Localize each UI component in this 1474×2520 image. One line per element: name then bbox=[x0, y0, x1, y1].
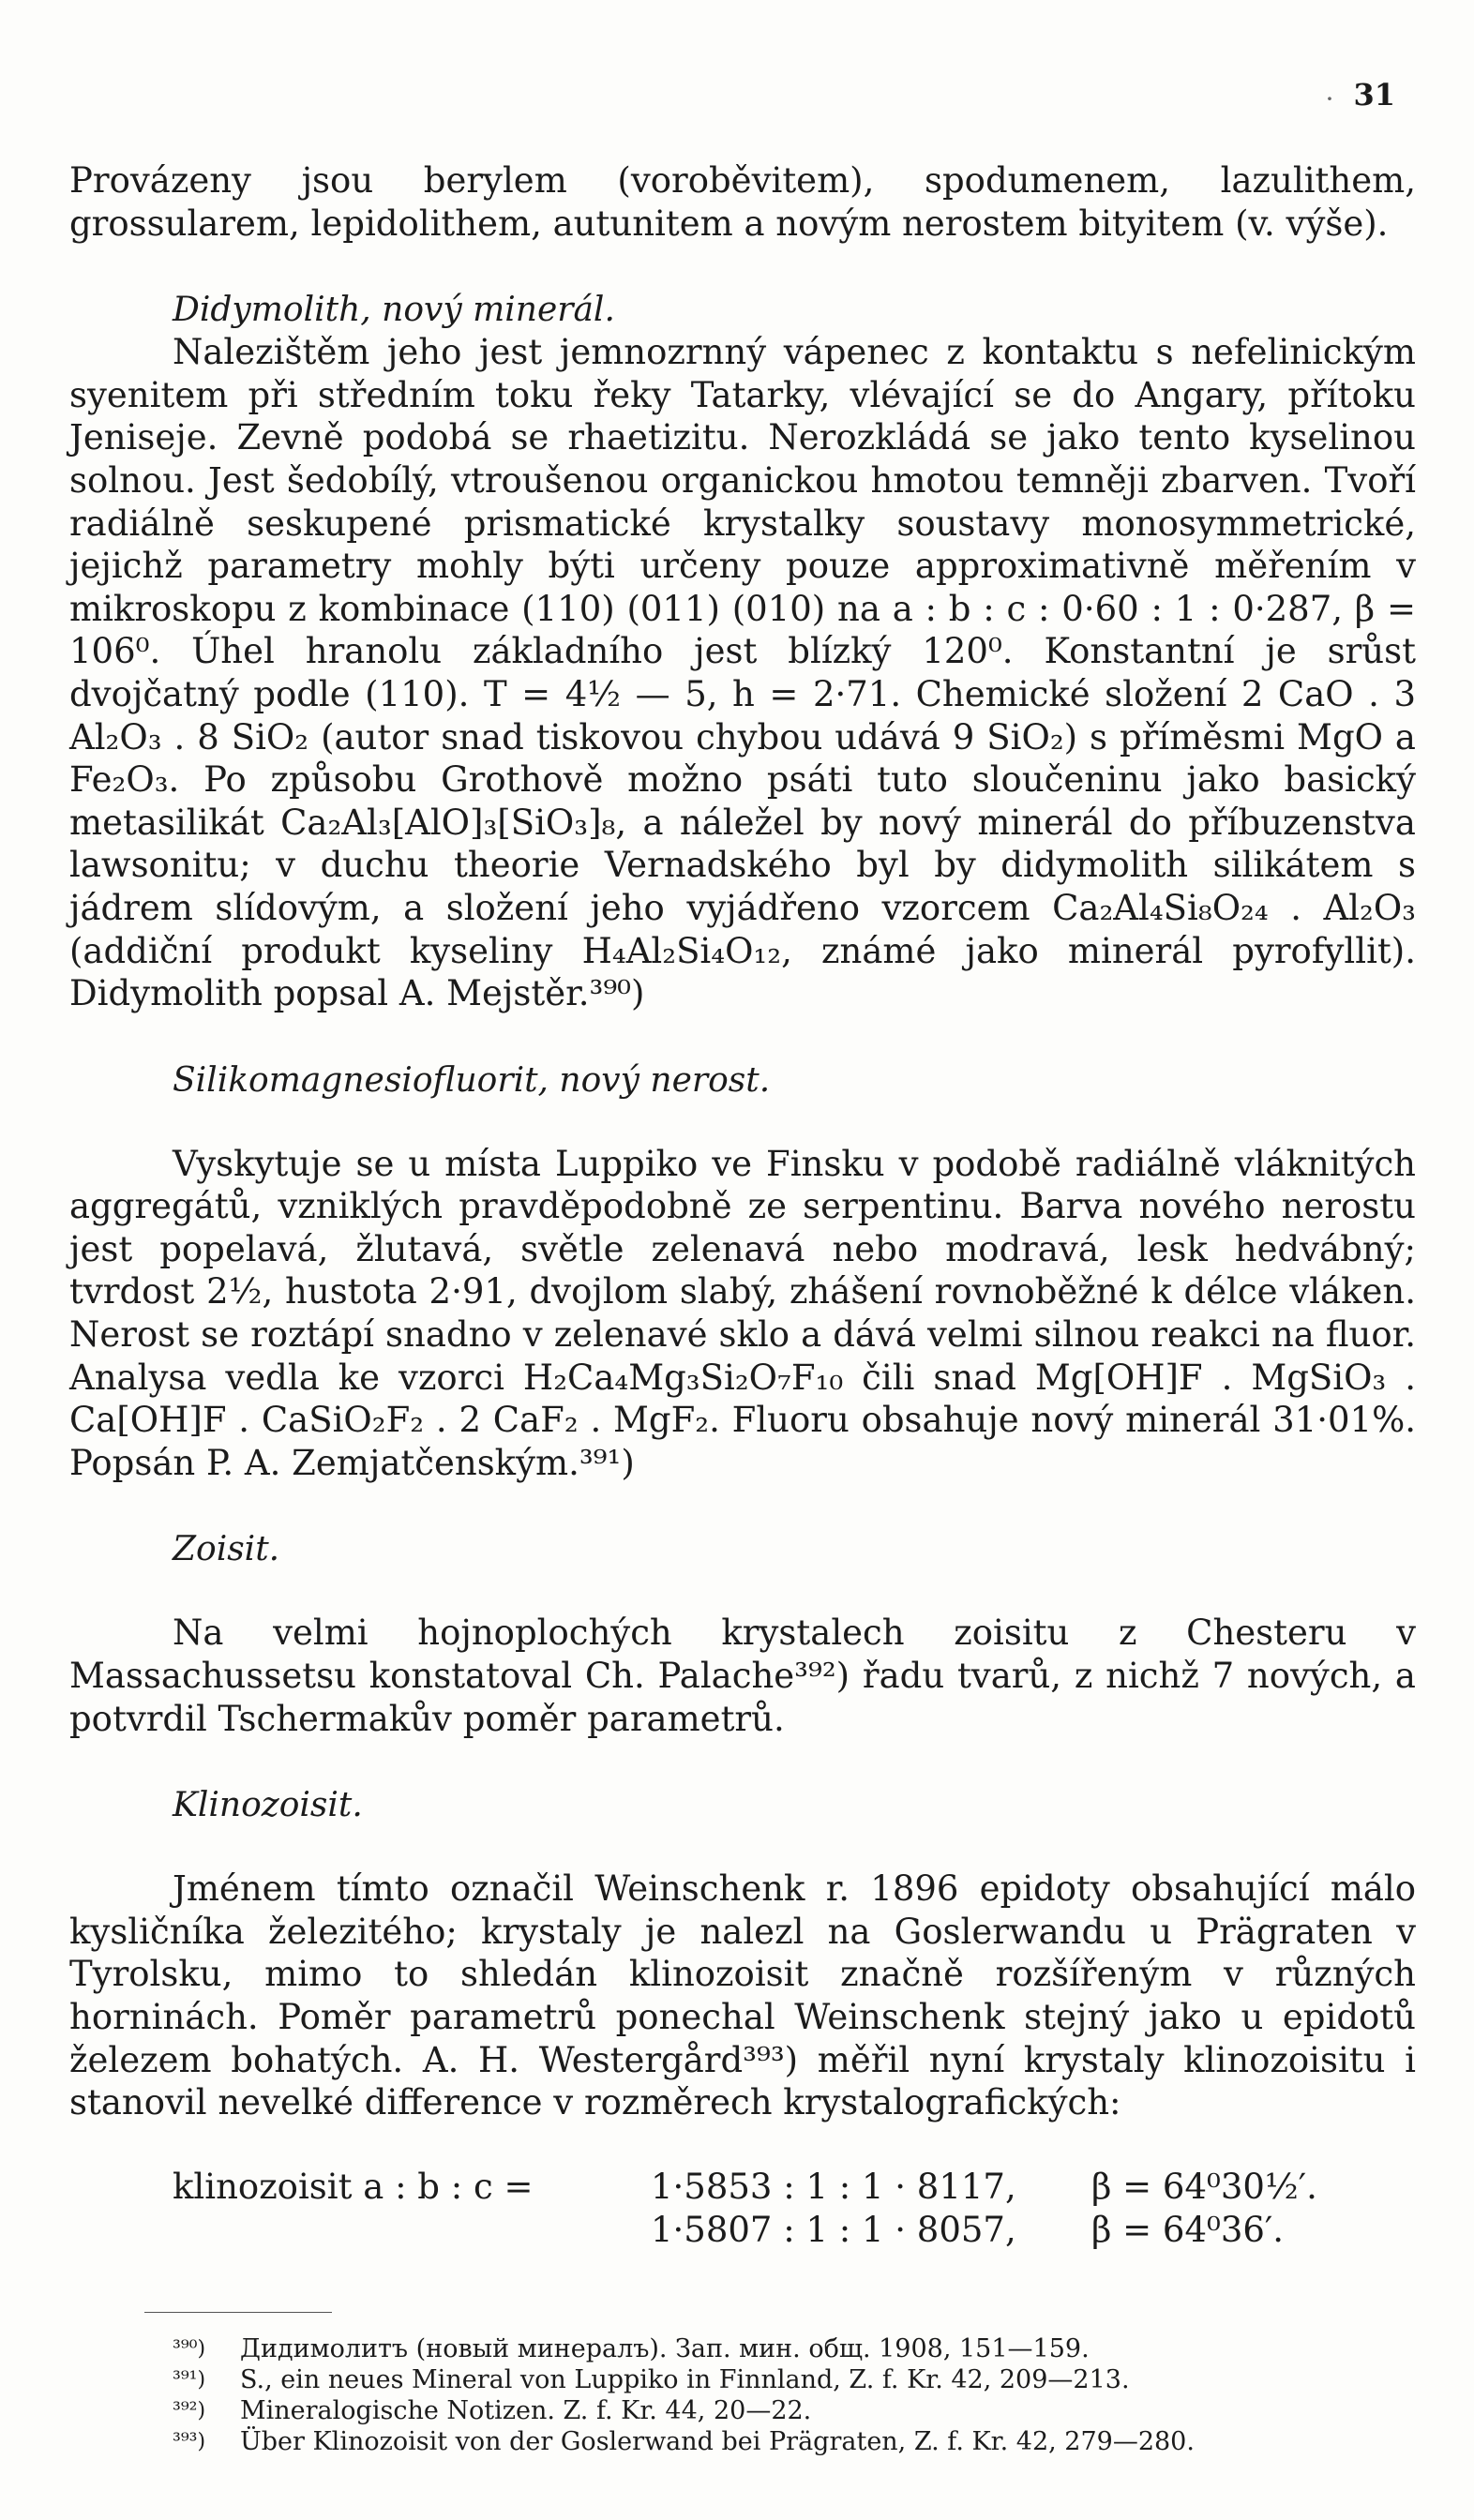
page-body bbox=[69, 159, 1416, 2457]
page-mark: · bbox=[1326, 87, 1333, 110]
parameter-beta: β = 64⁰36′. bbox=[1091, 2209, 1285, 2250]
footnote-text: Über Klinozoisit von der Goslerwand bei Prägraten, Z. f. Kr. 42, 279—280. bbox=[240, 2426, 1195, 2456]
heading-zoisit: Zoisit. bbox=[173, 1530, 280, 1569]
parameter-label: klinozoisit a : b : c = bbox=[173, 2166, 534, 2207]
footnote bbox=[173, 2395, 1416, 2426]
footnote-text: Дидимолитъ (новый минералъ). Зап. мин. общ. 1908, 151—159. bbox=[240, 2333, 1090, 2363]
parameter-table bbox=[69, 2166, 1416, 2252]
paragraph-didymolith: Nalezištěm jeho jest jemnozrnný vápenec z kontaktu s nefelinickým syenitem při středním toku řeky Tatarky, vlévající se do Angary, přítoku Jeniseje. Zevně podobá se rhaetizitu. Nerozkládá se jako tento kyselinou solnou. Jest šedobílý, vtroušenou organickou hmotou temněji zbarven. Tvoří radiálně seskupené prismatické krystalky soustavy monosymmetrické, jejichž parametry mohly býti určeny pouze approximativně měřením v mikroskopu z kombinace (110) (011) (010) na a : b : c : 0·60 : 1 : 0·287, β = 106⁰. Úhel hranolu základního jest blízký 120⁰. Konstantní je srůst dvojčatný podle (110). T = 4½ — 5, h = 2·71. Chemické složení 2 CaO . 3 Al₂O₃ . 8 SiO₂ (autor snad tiskovou chybou udává 9 SiO₂) s příměsmi MgO a Fe₂O₃. Po způsobu Grothově možno psáti tuto sloučeninu jako basický metasilikát Ca₂Al₃[AlO]₃[SiO₃]₈, a náležel by nový minerál do příbuzenstva lawsonitu; v duchu theorie Vernadského byl by didymolith silikátem s jádrem slídovým, a složení jeho vyjádřeno vzorcem Ca₂Al₄Si₈O₂₄ . Al₂O₃ (addiční produkt kyseliny H₄Al₂Si₄O₁₂, známé jako minerál pyrofyllit). Didymolith popsal A. Mejstěr.³⁹⁰) bbox=[69, 332, 1416, 1014]
heading-klinozoisit: Klinozoisit. bbox=[173, 1786, 363, 1825]
heading-silikomagnesiofluorit: Silikomagnesiofluorit, nový nerost. bbox=[173, 1060, 771, 1100]
parameter-ratio: 1·5807 : 1 : 1 · 8057, bbox=[651, 2209, 1016, 2250]
footnote-mark: ³⁹⁰) bbox=[173, 2336, 206, 2361]
parameter-beta: β = 64⁰30½′. bbox=[1091, 2166, 1317, 2207]
paragraph-zoisit: Na velmi hojnoplochých krystalech zoisitu z Chesteru v Massachussetsu konstatoval Ch. Palache³⁹²) řadu tvarů, z nichž 7 nových, a potvrdil Tschermakův poměr parametrů. bbox=[69, 1612, 1416, 1739]
footnote bbox=[173, 2364, 1416, 2395]
footnotes bbox=[69, 2333, 1416, 2457]
heading-didymolith: Didymolith, nový minerál. bbox=[173, 291, 615, 330]
parameter-row bbox=[173, 2209, 1416, 2252]
parameter-ratio: 1·5853 : 1 : 1 · 8117, bbox=[651, 2166, 1016, 2207]
footnote-text: Mineralogische Notizen. Z. f. Kr. 44, 20—22. bbox=[240, 2395, 812, 2425]
footnote-mark: ³⁹¹) bbox=[173, 2367, 206, 2392]
footnote bbox=[173, 2426, 1416, 2457]
footnote-mark: ³⁹³) bbox=[173, 2429, 206, 2453]
parameter-row bbox=[173, 2166, 1416, 2209]
page-number bbox=[1327, 77, 1396, 112]
footnote-divider bbox=[144, 2312, 332, 2313]
footnote bbox=[173, 2333, 1416, 2364]
page-number-text: 31 bbox=[1353, 77, 1395, 112]
paragraph-klinozoisit: Jménem tímto označil Weinschenk r. 1896 epidoty obsahující málo kysličníka železitého; krystaly je nalezl na Goslerwandu u Prägraten v Tyrolsku, mimo to shledán klinozoisit značně rozšířeným v různých horninách. Poměr parametrů ponechal Weinschenk stejný jako u epidotů železem bohatých. A. H. Westergård³⁹³) měřil nyní krystaly klinozoisitu i stanovil nevelké difference v rozměrech krystalografických: bbox=[69, 1868, 1416, 2123]
intro-paragraph: Provázeny jsou berylem (voroběvitem), spodumenem, lazulithem, grossularem, lepidolithem, autunitem a novým nerostem bityitem (v. výše). bbox=[69, 160, 1416, 244]
paragraph-silikomagnesiofluorit: Vyskytuje se u místa Luppiko ve Finsku v podobě radiálně vláknitých aggregátů, vzniklých pravděpodobně ze serpentinu. Barva nového nerostu jest popelavá, žlutavá, světle zelenavá nebo modravá, lesk hedvábný; tvrdost 2½, hustota 2·91, dvojlom slabý, zhášení rovnoběžné k délce vláken. Nerost se roztápí snadno v zelenavé sklo a dává velmi silnou reakci na fluor. Analysa vedla ke vzorci H₂Ca₄Mg₃Si₂O₇F₁₀ čili snad Mg[OH]F . MgSiO₃ . Ca[OH]F . CaSiO₂F₂ . 2 CaF₂ . MgF₂. Fluoru obsahuje nový minerál 31·01%. Popsán P. A. Zemjatčenským.³⁹¹) bbox=[69, 1143, 1416, 1483]
footnote-text: S., ein neues Mineral von Luppiko in Finnland, Z. f. Kr. 42, 209—213. bbox=[240, 2364, 1130, 2394]
footnote-mark: ³⁹²) bbox=[173, 2398, 206, 2422]
